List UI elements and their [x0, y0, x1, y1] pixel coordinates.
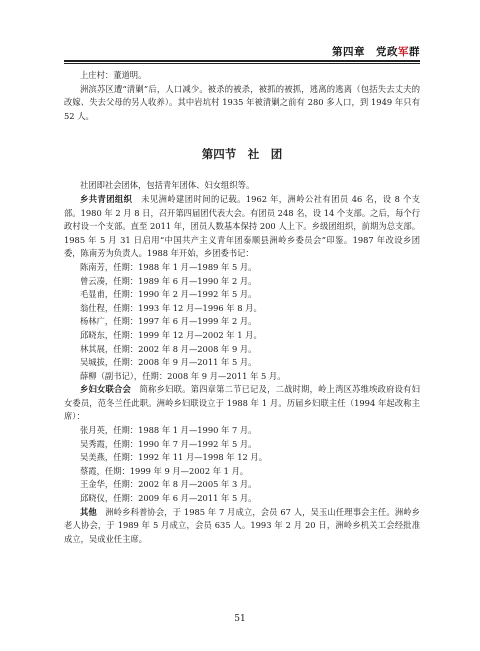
- section-intro: 社团即社会团体，包括青年团体、妇女组织等。: [80, 180, 255, 191]
- top-line-1: 上庄村：董道明。: [80, 70, 147, 80]
- women-text: 简称乡妇联。第四章第二节已记及，二战时期，岭上湾区苏维埃政府设有妇女委员，范冬兰任此职。洲岭乡妇联设立于 1988 年 1 月。历届乡妇联主任（1994 年起改称主席）：: [64, 384, 420, 422]
- chapter-title-part-1: 党政: [376, 46, 398, 58]
- youth-label: 乡共青团组织: [80, 193, 133, 204]
- youth-leader: 翁仕程，任期：1993 年 12 月—1996 年 8 月。: [80, 302, 262, 313]
- women-paragraph: [64, 383, 420, 424]
- women-leader: 蔡霞，任期：1999 年 9 月—2002 年 1 月。: [80, 465, 249, 476]
- youth-leader: 吴城拔，任期：2008 年 9 月—2011 年 5 月。: [80, 357, 257, 368]
- women-label: 乡妇女联合会: [80, 384, 132, 395]
- section-title: 第四节 社 团: [201, 147, 283, 162]
- other-paragraph: [64, 506, 420, 547]
- youth-leader: 陈南芳，任期：1988 年 1 月—1989 年 5 月。: [80, 261, 257, 272]
- women-leader: 吴秀霞，任期：1990 年 7 月—1992 年 5 月。: [80, 438, 257, 449]
- youth-leader: 薛柳（副书记），任期：2008 年 9 月—2011 年 5 月。: [80, 370, 286, 381]
- page-body: [64, 69, 420, 546]
- top-line-2: 洲滨苏区遭“清剿”后，人口减少。被杀的被杀，被抓的被抓，逃离的逃离（包括失去丈夫的改嫁、失去父母的另人收养）。其中岩坑村 1935 年被清剿之前有 280 多人口，到 1949 年只有 52 人。: [64, 83, 420, 121]
- women-leader: 王金华，任期：2002 年 8 月—2005 年 3 月。: [80, 479, 257, 490]
- youth-leader: 杨林广，任期：1997 年 6 月—1999 年 2 月。: [80, 316, 257, 327]
- page-number: 51: [234, 614, 246, 624]
- youth-paragraph: [64, 193, 420, 261]
- chapter-title-part-2: 群: [409, 46, 420, 58]
- running-header: [64, 44, 420, 58]
- header-rule-thick: [64, 60, 420, 62]
- youth-leader: 毛显甫，任期：1990 年 2 月—1992 年 5 月。: [80, 289, 257, 300]
- youth-leader: 林其展，任期：2002 年 8 月—2008 年 9 月。: [80, 343, 257, 354]
- youth-leader: 邱晓东，任期：1999 年 12 月—2002 年 1 月。: [80, 329, 262, 340]
- women-leader: 吴美燕，任期：1992 年 11 月—1998 年 12 月。: [80, 452, 268, 463]
- chapter-number: 第四章: [332, 46, 365, 58]
- youth-leader: 曾云凑，任期：1989 年 6 月—1990 年 2 月。: [80, 275, 257, 286]
- women-leader: 张月英，任期：1988 年 1 月—1990 年 7 月。: [80, 425, 257, 436]
- other-text: 洲岭乡科普协会，于 1985 年 7 月成立，会员 67 人，吴玉山任理事会主任。洲岭乡老人协会，于 1989 年 5 月成立，会员 635 人。1993 年 2 月 20 日，洲岭乡机关工会经批准成立，吴成业任主席。: [64, 506, 420, 544]
- other-label: 其他: [80, 506, 97, 517]
- women-leader: 邱晓仪，任期：2009 年 6 月—2011 年 5 月。: [80, 493, 257, 504]
- chapter-title-accent: 军: [398, 46, 409, 58]
- youth-text: 未见洲岭建团时间的记载。1962 年，洲岭公社有团员 46 名，设 8 个支部。1980 年 2 月 8 日，召开第四届团代表大会。有团员 248 名，设 14 个支部。之后，每个行政村设一个支部。直至 2011 年，团员人数基本保持 200 人上下。乡级团组织，前期为总支部。1985 年 5 月 31 日启用“中国共产主义青年团泰顺县洲岭乡委员会”印鉴。1987 年改设乡团委，陈南芳为负责人。1988 年开始，乡团委书记：: [64, 193, 420, 259]
- header-rule-thin: [64, 63, 420, 64]
